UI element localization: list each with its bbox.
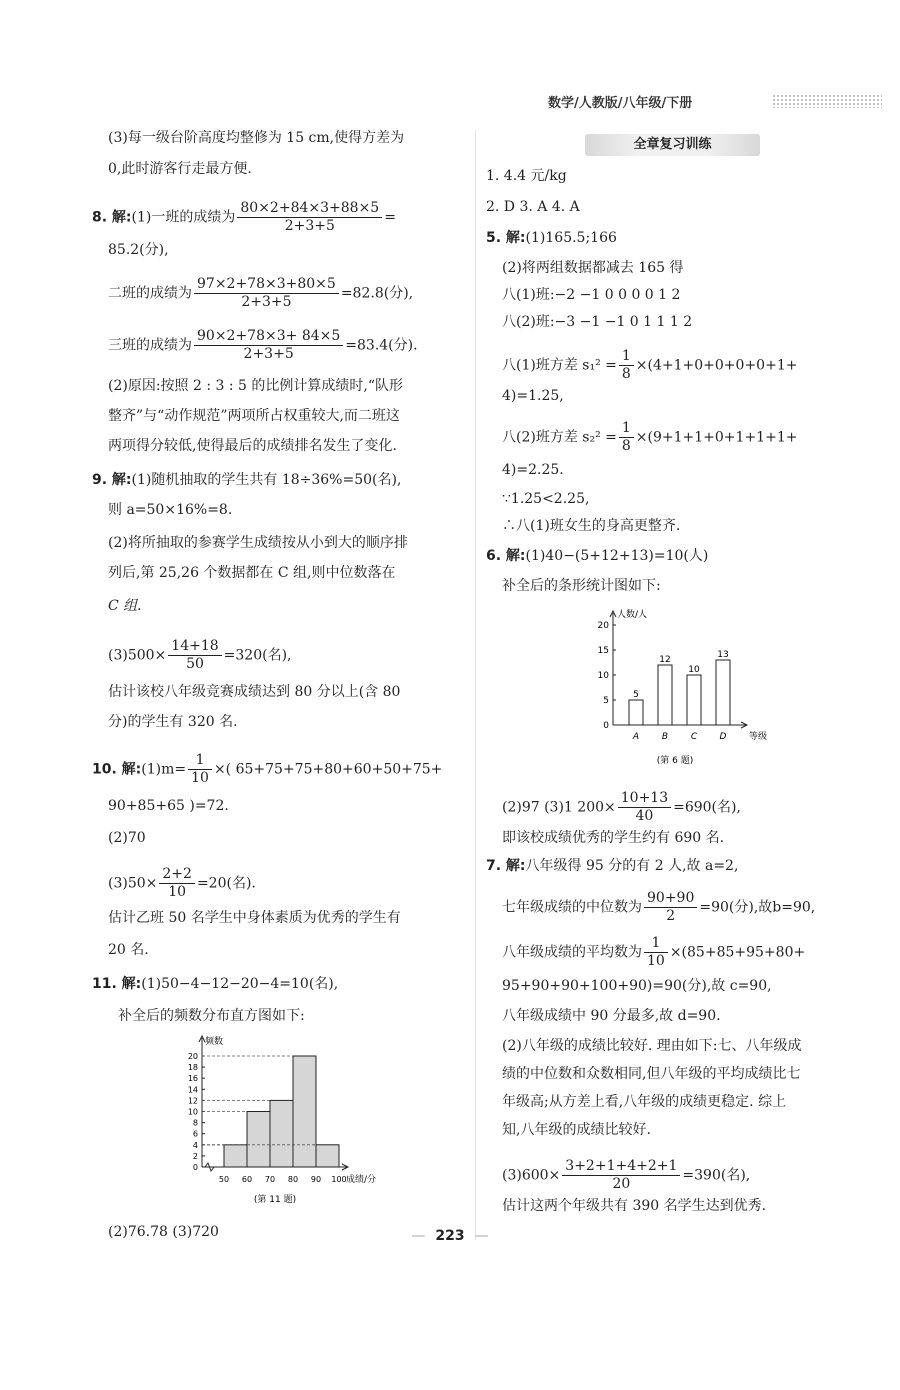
denominator: 20 <box>612 1176 631 1192</box>
histogram-bar <box>247 1112 270 1168</box>
y-tick-label: 14 <box>187 1085 198 1095</box>
text-line: 估计乙班 50 名学生中身体素质为优秀的学生有 <box>108 910 401 926</box>
text: (1)m= <box>141 761 187 778</box>
text: 七年级成绩的中位数为 <box>502 899 642 916</box>
y-tick-label: 15 <box>597 646 609 656</box>
text: =20(名). <box>196 875 256 892</box>
column-divider <box>475 130 476 1240</box>
fraction <box>618 790 671 825</box>
text: (1)随机抽取的学生共有 18÷36%=50(名), <box>131 472 402 488</box>
bar-value-label: 5 <box>633 690 639 700</box>
text: ×( 65+75+75+80+60+50+75+ <box>213 761 443 778</box>
text: (3)600× <box>502 1167 561 1184</box>
numerator: 3+2+1+4+2+1 <box>562 1158 680 1176</box>
numerator: 1 <box>619 420 634 438</box>
histogram-bar <box>270 1100 293 1167</box>
text-line: 4)=1.25, <box>502 388 564 404</box>
text: (3)500× <box>108 647 167 664</box>
fraction <box>168 638 221 673</box>
denominator: 10 <box>191 770 209 786</box>
q5-variance-2 <box>502 420 797 455</box>
text: 八(1)班方差 s₁² = <box>502 357 617 374</box>
text-line: 两项得分较低,使得最后的成绩排名发生了变化. <box>108 438 397 454</box>
x-tick-label: 90 <box>310 1175 322 1184</box>
x-tick-label: B <box>661 732 669 742</box>
fraction <box>194 276 339 311</box>
text-line: (3)每一级台阶高度均整修为 15 cm,使得方差为 <box>108 130 405 146</box>
q7-line-3 <box>502 935 805 970</box>
page-number: — 223 — <box>0 1228 900 1244</box>
text: =390(名), <box>682 1167 751 1184</box>
y-tick-label: 0 <box>603 721 609 731</box>
text-line: 八年级成绩中 90 分最多,故 d=90. <box>502 1008 721 1024</box>
y-axis-label: 频数 <box>205 1037 224 1047</box>
q5-line-1 <box>486 228 617 248</box>
text: (3)50× <box>108 875 158 892</box>
q5-variance-1 <box>502 348 797 383</box>
numerator: 80×2+84×3+88×5 <box>237 200 382 218</box>
y-tick-label: 5 <box>603 696 609 706</box>
text: (1)165.5;166 <box>525 230 617 246</box>
q8-label: 8. 解: <box>92 209 132 226</box>
q8-line-b <box>108 276 413 311</box>
text: (1)40−(5+12+13)=10(人) <box>525 548 709 564</box>
fraction <box>237 200 382 235</box>
numerator: 1 <box>188 752 212 770</box>
chart-caption: (第 6 题) <box>656 756 694 766</box>
y-tick-label: 2 <box>192 1151 198 1161</box>
q7-line-1 <box>486 856 738 876</box>
q6-label: 6. 解: <box>486 548 526 564</box>
text-line: 1. 4.4 元/kg <box>486 168 567 184</box>
denominator: 40 <box>635 808 654 824</box>
text-line: ∵1.25<2.25, <box>502 491 590 507</box>
x-tick-label: 100 <box>331 1175 347 1184</box>
text-line: 年级高;从方差上看,八年级的成绩更稳定. 综上 <box>502 1094 787 1110</box>
text: (1)50−4−12−20−4=10(名), <box>141 976 339 992</box>
text-line: 95+90+90+100+90)=90(分),故 c=90, <box>502 978 772 994</box>
q6-line-3 <box>502 790 741 825</box>
text-line: (2)将所抽取的参赛学生成绩按从小到大的顺序排 <box>108 535 408 551</box>
q10-label: 10. 解: <box>92 761 142 778</box>
q9-label: 9. 解: <box>92 472 132 488</box>
q6-line-1 <box>486 546 708 566</box>
bar <box>629 700 643 725</box>
y-tick-label: 18 <box>187 1063 198 1073</box>
bar <box>687 675 701 725</box>
bar-value-label: 12 <box>659 655 671 665</box>
section-title: 全章复习训练 <box>585 134 760 156</box>
denominator: 2+3+5 <box>243 346 294 362</box>
text: 八(2)班方差 s₂² = <box>502 429 617 446</box>
text: (1)一班的成绩为 <box>131 209 236 226</box>
denominator: 8 <box>621 366 631 382</box>
numerator: 10+13 <box>618 790 671 808</box>
histogram-q11 <box>170 1030 410 1220</box>
text-line: 0,此时游客行走最方便. <box>108 161 252 177</box>
header-decoration <box>772 94 882 108</box>
text: 八年级得 95 分的有 2 人,故 a=2, <box>525 858 739 874</box>
y-tick-label: 4 <box>192 1140 198 1150</box>
bar <box>658 665 672 725</box>
text-line: 估计这两个年级共有 390 名学生达到优秀. <box>502 1198 767 1214</box>
q7-label: 7. 解: <box>486 858 526 874</box>
x-tick-label: 70 <box>264 1175 276 1184</box>
q11-line-1 <box>92 974 338 994</box>
text: ×(9+1+1+0+1+1+1+ <box>635 429 798 446</box>
header-title: 数学/人教版/八年级/下册 <box>548 96 693 111</box>
q8-line-a <box>92 200 396 235</box>
numerator: 1 <box>644 935 668 953</box>
text-line: (2)将两组数据都减去 165 得 <box>502 260 684 276</box>
histogram-bar <box>316 1145 339 1167</box>
fraction <box>644 890 697 925</box>
fraction <box>562 1158 680 1193</box>
q7-line-2 <box>502 890 815 925</box>
numerator: 14+18 <box>168 638 221 656</box>
x-tick-label: 50 <box>218 1175 230 1184</box>
text-line: 20 名. <box>108 942 149 958</box>
q9-line-1 <box>92 470 401 490</box>
text-line: 90+85+65 )=72. <box>108 798 229 814</box>
text-line: 知,八年级的成绩比较好. <box>502 1122 651 1138</box>
bar-value-label: 10 <box>688 665 700 675</box>
text-line: 85.2(分), <box>108 242 169 258</box>
text: = <box>384 209 396 226</box>
text-line: ∴八(1)班女生的身高更整齐. <box>502 518 681 534</box>
q8-line-c <box>108 328 418 363</box>
text-line: 补全后的频数分布直方图如下: <box>118 1008 305 1024</box>
text: =90(分),故b=90, <box>699 899 816 916</box>
text-line: (2)76.78 (3)720 <box>108 1224 219 1240</box>
text: =320(名), <box>223 647 292 664</box>
text: 三班的成绩为 <box>108 337 192 354</box>
text-line: 八(1)班:−2 −1 0 0 0 0 1 2 <box>502 287 681 303</box>
text-line: (2)原因:按照 2 : 3 : 5 的比例计算成绩时,“队形 <box>108 378 404 394</box>
q5-label: 5. 解: <box>486 230 526 246</box>
text-line: (2)八年级的成绩比较好. 理由如下:七、八年级成 <box>502 1038 802 1054</box>
text: ×(85+85+95+80+ <box>669 944 806 961</box>
x-axis-label: 等级 <box>749 732 768 742</box>
text-line: 即该校成绩优秀的学生约有 690 名. <box>502 830 725 846</box>
histogram-bar <box>224 1145 247 1167</box>
denominator: 10 <box>647 953 665 969</box>
q7-line-6 <box>502 1158 750 1193</box>
fraction <box>619 348 634 383</box>
x-tick-label: C <box>690 732 698 742</box>
fraction <box>194 328 343 363</box>
numerator: 90+90 <box>644 890 697 908</box>
text: =690(名), <box>673 799 741 816</box>
x-axis-label: 成绩/分 <box>346 1175 377 1185</box>
bar-value-label: 13 <box>717 650 729 660</box>
denominator: 2 <box>666 908 676 924</box>
denominator: 50 <box>186 656 204 672</box>
bar-chart-q6 <box>585 605 785 775</box>
text: =83.4(分). <box>345 337 418 354</box>
x-tick-label: D <box>719 732 727 742</box>
y-axis-label: 人数/人 <box>617 610 648 620</box>
y-tick-label: 12 <box>187 1096 198 1106</box>
y-tick-label: 6 <box>192 1129 198 1139</box>
q9-line-3 <box>108 638 291 673</box>
y-tick-label: 0 <box>192 1163 198 1172</box>
text-line: (2)70 <box>108 830 146 846</box>
text-line: 分)的学生有 320 名. <box>108 714 238 730</box>
bar <box>716 660 730 725</box>
chart-caption: (第 11 题) <box>253 1195 297 1205</box>
denominator: 2+3+5 <box>241 294 292 310</box>
text-line: 列后,第 25,26 个数据都在 C 组,则中位数落在 <box>108 565 396 581</box>
text-line: 补全后的条形统计图如下: <box>502 578 661 594</box>
text-line: 绩的中位数和众数相同,但八年级的平均成绩比七 <box>502 1066 801 1082</box>
fraction <box>188 752 212 787</box>
q11-label: 11. 解: <box>92 976 142 992</box>
denominator: 10 <box>168 884 187 900</box>
text-line: 八(2)班:−3 −1 −1 0 1 1 1 2 <box>502 314 693 330</box>
text: (2)97 (3)1 200× <box>502 799 616 816</box>
y-tick-label: 20 <box>597 621 609 631</box>
text: 八年级成绩的平均数为 <box>502 944 642 961</box>
y-tick-label: 8 <box>192 1118 198 1128</box>
fraction <box>644 935 668 970</box>
text-line: 估计该校八年级竞赛成绩达到 80 分以上(含 80 <box>108 684 401 700</box>
text-line: 整齐”与“动作规范”两项所占权重较大,而二班这 <box>108 408 400 424</box>
x-tick-label: 60 <box>241 1175 253 1184</box>
numerator: 97×2+78×3+80×5 <box>194 276 339 294</box>
denominator: 8 <box>621 438 631 454</box>
text: =82.8(分), <box>340 285 414 302</box>
q10-line-3 <box>108 866 256 901</box>
histogram-bar <box>293 1056 316 1167</box>
y-tick-label: 10 <box>187 1107 198 1117</box>
fraction <box>159 866 195 901</box>
denominator: 2+3+5 <box>284 218 335 234</box>
y-tick-label: 10 <box>597 671 609 681</box>
numerator: 1 <box>619 348 634 366</box>
q10-line-1 <box>92 752 442 787</box>
numerator: 90×2+78×3+ 84×5 <box>194 328 343 346</box>
fraction <box>619 420 634 455</box>
y-tick-label: 16 <box>187 1074 198 1084</box>
text-line: 2. D 3. A 4. A <box>486 199 580 215</box>
text-line: C 组. <box>108 598 142 614</box>
text: ×(4+1+0+0+0+0+1+ <box>635 357 798 374</box>
x-tick-label: 80 <box>287 1175 299 1184</box>
x-tick-label: A <box>632 732 640 742</box>
numerator: 2+2 <box>159 866 195 884</box>
text-line: 4)=2.25. <box>502 462 564 478</box>
text-line: 则 a=50×16%=8. <box>108 502 233 518</box>
text: 二班的成绩为 <box>108 285 192 302</box>
y-tick-label: 20 <box>187 1052 198 1061</box>
